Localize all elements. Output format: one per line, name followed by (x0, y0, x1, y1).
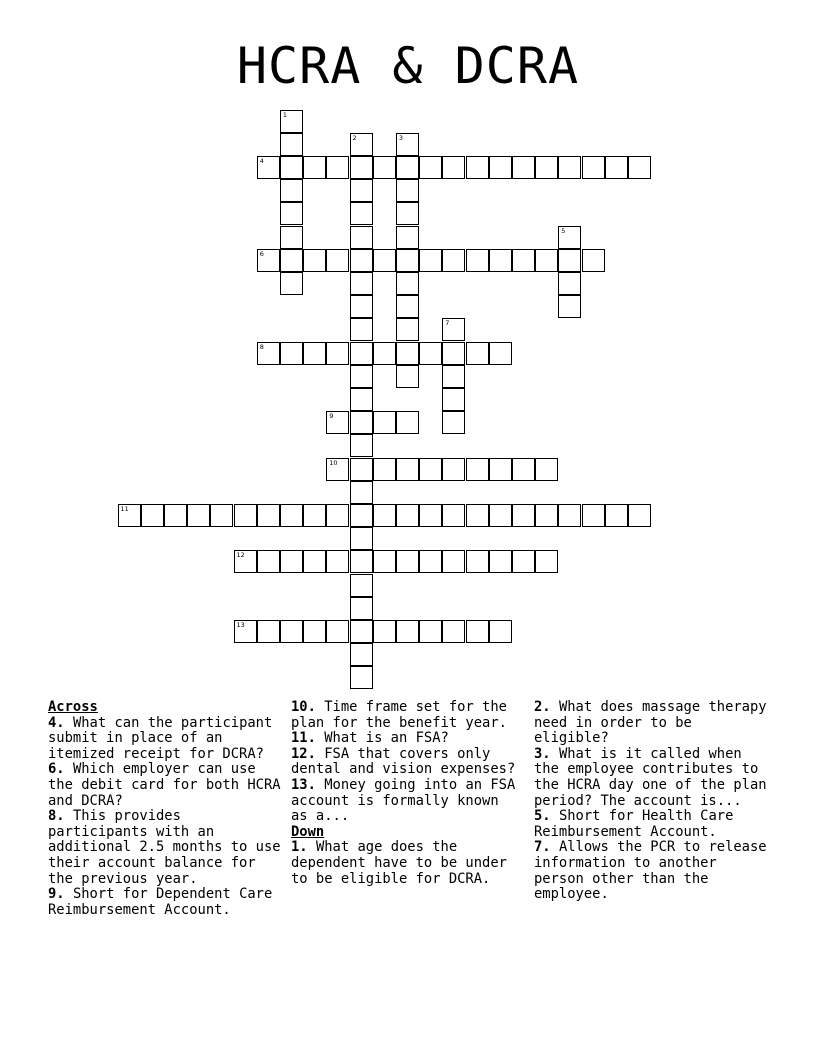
grid-cell[interactable] (558, 295, 581, 318)
clue-number: 1 (282, 110, 288, 119)
grid-cell[interactable] (326, 249, 349, 272)
grid-cell[interactable] (466, 504, 489, 527)
grid-cell[interactable] (373, 458, 396, 481)
grid-cell[interactable] (350, 226, 373, 249)
grid-cell[interactable] (419, 504, 442, 527)
grid-cell[interactable] (257, 156, 280, 179)
clue-across-9: 9. Short for Dependent Care Reimbursement Account. (48, 886, 273, 918)
grid-cell[interactable] (512, 458, 535, 481)
grid-cell[interactable] (396, 295, 419, 318)
grid-cell[interactable] (303, 249, 326, 272)
grid-cell[interactable] (350, 272, 373, 295)
grid-cell[interactable] (466, 458, 489, 481)
grid-cell[interactable] (396, 318, 419, 341)
clue-number: 9 (329, 412, 334, 421)
grid-cell[interactable] (257, 342, 280, 365)
grid-cell[interactable] (280, 133, 303, 156)
grid-cell[interactable] (350, 411, 373, 434)
grid-cell[interactable] (350, 597, 373, 620)
grid-cell[interactable] (280, 272, 303, 295)
grid-cell[interactable] (489, 156, 512, 179)
grid-cell[interactable] (234, 620, 257, 643)
grid-cell[interactable] (442, 504, 465, 527)
grid-cell[interactable] (396, 156, 419, 179)
clue-number: 4 (259, 156, 264, 165)
clue-across-8: 8. This provides participants with an additional 2.5 months to use their account balance for the previous year. (48, 808, 281, 887)
grid-cell[interactable] (489, 620, 512, 643)
clue-across-13: 13. Money going into an FSA account is formally known as a... (291, 776, 516, 825)
grid-cell[interactable] (280, 620, 303, 643)
grid-cell[interactable] (210, 504, 233, 527)
grid-cell[interactable] (466, 249, 489, 272)
grid-cell[interactable] (280, 110, 303, 133)
clue-column-1 (48, 700, 286, 918)
grid-cell[interactable] (373, 550, 396, 573)
grid-cell[interactable] (350, 388, 373, 411)
grid-cell[interactable] (164, 504, 187, 527)
clue-number: 7 (445, 319, 450, 328)
grid-cell[interactable] (350, 643, 373, 666)
grid-cell[interactable] (373, 411, 396, 434)
grid-cell[interactable] (350, 666, 373, 689)
grid-cell[interactable] (442, 249, 465, 272)
grid-cell[interactable] (396, 179, 419, 202)
grid-cell[interactable] (280, 156, 303, 179)
grid-cell[interactable] (326, 458, 349, 481)
grid-cell[interactable] (257, 504, 280, 527)
clue-number: 13 (236, 620, 245, 629)
grid-cell[interactable] (141, 504, 164, 527)
grid-cell[interactable] (466, 342, 489, 365)
grid-cell[interactable] (558, 249, 581, 272)
clue-number: 5 (561, 226, 566, 235)
grid-cell[interactable] (187, 504, 210, 527)
grid-cell[interactable] (442, 550, 465, 573)
clue-across-11: 11. What is an FSA? (291, 730, 449, 747)
down-heading: Down (291, 823, 325, 840)
grid-cell[interactable] (373, 504, 396, 527)
grid-cell[interactable] (582, 504, 605, 527)
grid-cell[interactable] (350, 527, 373, 550)
puzzle-title: HCRA & DCRA (236, 37, 580, 95)
clue-across-12: 12. FSA that covers only dental and vision expenses? (291, 745, 516, 778)
grid-cell[interactable] (535, 550, 558, 573)
grid-cell[interactable] (442, 620, 465, 643)
grid-cell[interactable] (280, 504, 303, 527)
grid-cell[interactable] (512, 249, 535, 272)
clue-number: 8 (259, 342, 264, 351)
clue-down-7: 7. Allows the PCR to release information to another person other than the employee. (534, 839, 767, 903)
grid-cell[interactable] (350, 574, 373, 597)
grid-cell[interactable] (257, 249, 280, 272)
clue-across-10: 10. Time frame set for the plan for the benefit year. (291, 699, 507, 731)
grid-cell[interactable] (396, 620, 419, 643)
grid-cell[interactable] (373, 249, 396, 272)
grid-cell[interactable] (303, 156, 326, 179)
grid-cell[interactable] (442, 388, 465, 411)
grid-cell[interactable] (326, 620, 349, 643)
grid-cell[interactable] (280, 179, 303, 202)
grid-cell[interactable] (350, 249, 373, 272)
grid-cell[interactable] (512, 156, 535, 179)
grid-cell[interactable] (280, 342, 303, 365)
grid-cell[interactable] (234, 550, 257, 573)
grid-cell[interactable] (396, 365, 419, 388)
grid-cell[interactable] (512, 550, 535, 573)
grid-cell[interactable] (442, 342, 465, 365)
grid-cell[interactable] (280, 550, 303, 573)
grid-cell[interactable] (396, 550, 419, 573)
grid-cell[interactable] (442, 156, 465, 179)
grid-cell[interactable] (396, 458, 419, 481)
grid-cell[interactable] (558, 504, 581, 527)
grid-cell[interactable] (466, 550, 489, 573)
grid-cell[interactable] (442, 458, 465, 481)
grid-cell[interactable] (350, 458, 373, 481)
grid-cell[interactable] (350, 133, 373, 156)
grid-cell[interactable] (419, 620, 442, 643)
grid-cell[interactable] (350, 504, 373, 527)
grid-cell[interactable] (373, 156, 396, 179)
grid-cell[interactable] (350, 202, 373, 225)
grid-cell[interactable] (373, 342, 396, 365)
grid-cell[interactable] (628, 504, 651, 527)
grid-cell[interactable] (582, 249, 605, 272)
grid-cell[interactable] (280, 249, 303, 272)
grid-cell[interactable] (628, 156, 651, 179)
grid-cell[interactable] (558, 272, 581, 295)
clue-number: 12 (236, 551, 245, 560)
grid-cell[interactable] (326, 342, 349, 365)
grid-cell[interactable] (419, 550, 442, 573)
clue-down-2: 2. What does massage therapy need in order to be eligible? (534, 699, 767, 747)
grid-cell[interactable] (396, 249, 419, 272)
grid-cell[interactable] (303, 620, 326, 643)
grid-cell[interactable] (326, 504, 349, 527)
grid-cell[interactable] (396, 133, 419, 156)
grid-cell[interactable] (350, 434, 373, 457)
grid-cell[interactable] (350, 365, 373, 388)
clue-number: 11 (120, 504, 129, 513)
grid-cell[interactable] (280, 202, 303, 225)
clue-number: 2 (352, 133, 357, 142)
grid-cell[interactable] (489, 342, 512, 365)
clue-across-4: 4. What can the participant submit in place of an itemized receipt for DCRA? (48, 714, 273, 762)
grid-cell[interactable] (466, 620, 489, 643)
grid-cell[interactable] (605, 504, 628, 527)
grid-cell[interactable] (442, 318, 465, 341)
grid-cell[interactable] (234, 504, 257, 527)
grid-cell[interactable] (419, 342, 442, 365)
clue-column-2 (291, 700, 523, 887)
grid-cell[interactable] (605, 156, 628, 179)
grid-cell[interactable] (535, 504, 558, 527)
grid-cell[interactable] (442, 411, 465, 434)
clue-number: 10 (329, 458, 338, 467)
grid-cell[interactable] (396, 504, 419, 527)
across-heading: Across (48, 699, 98, 715)
grid-cell[interactable] (558, 156, 581, 179)
grid-cell[interactable] (489, 550, 512, 573)
grid-cell[interactable] (118, 504, 141, 527)
grid-cell[interactable] (489, 504, 512, 527)
grid-cell[interactable] (535, 249, 558, 272)
grid-cell[interactable] (396, 411, 419, 434)
grid-cell[interactable] (280, 226, 303, 249)
grid-cell[interactable] (350, 179, 373, 202)
grid-cell[interactable] (303, 342, 326, 365)
grid-cell[interactable] (582, 156, 605, 179)
grid-cell[interactable] (350, 342, 373, 365)
clue-down-1: 1. What age does the dependent have to be under to be eligible for DCRA. (291, 839, 507, 887)
grid-cell[interactable] (558, 226, 581, 249)
grid-cell[interactable] (466, 156, 489, 179)
clue-number: 6 (259, 249, 264, 258)
grid-cell[interactable] (419, 156, 442, 179)
grid-cell[interactable] (419, 249, 442, 272)
grid-cell[interactable] (326, 156, 349, 179)
grid-cell[interactable] (350, 156, 373, 179)
grid-cell[interactable] (350, 481, 373, 504)
grid-cell[interactable] (396, 202, 419, 225)
clue-down-3: 3. What is it called when the employee contributes to the HCRA day one of the plan period? The account is... (534, 745, 767, 809)
grid-cell[interactable] (350, 550, 373, 573)
grid-cell[interactable] (396, 272, 419, 295)
grid-cell[interactable] (326, 411, 349, 434)
grid-cell[interactable] (512, 504, 535, 527)
grid-cell[interactable] (489, 249, 512, 272)
grid-cell[interactable] (396, 342, 419, 365)
grid-cell[interactable] (303, 504, 326, 527)
grid-cell[interactable] (350, 295, 373, 318)
clue-across-6: 6. Which employer can use the debit card for both HCRA and DCRA? (48, 761, 281, 809)
grid-cell[interactable] (535, 458, 558, 481)
grid-cell[interactable] (303, 550, 326, 573)
grid-cell[interactable] (373, 620, 396, 643)
grid-cell[interactable] (257, 620, 280, 643)
grid-cell[interactable] (350, 318, 373, 341)
grid-cell[interactable] (442, 365, 465, 388)
grid-cell[interactable] (350, 620, 373, 643)
clue-down-5: 5. Short for Health Care Reimbursement Account. (534, 808, 734, 840)
grid-cell[interactable] (396, 226, 419, 249)
grid-cell[interactable] (257, 550, 280, 573)
grid-cell[interactable] (326, 550, 349, 573)
clue-number: 3 (398, 133, 404, 142)
clue-column-3 (534, 700, 774, 903)
grid-cell[interactable] (489, 458, 512, 481)
grid-cell[interactable] (419, 458, 442, 481)
grid-cell[interactable] (535, 156, 558, 179)
